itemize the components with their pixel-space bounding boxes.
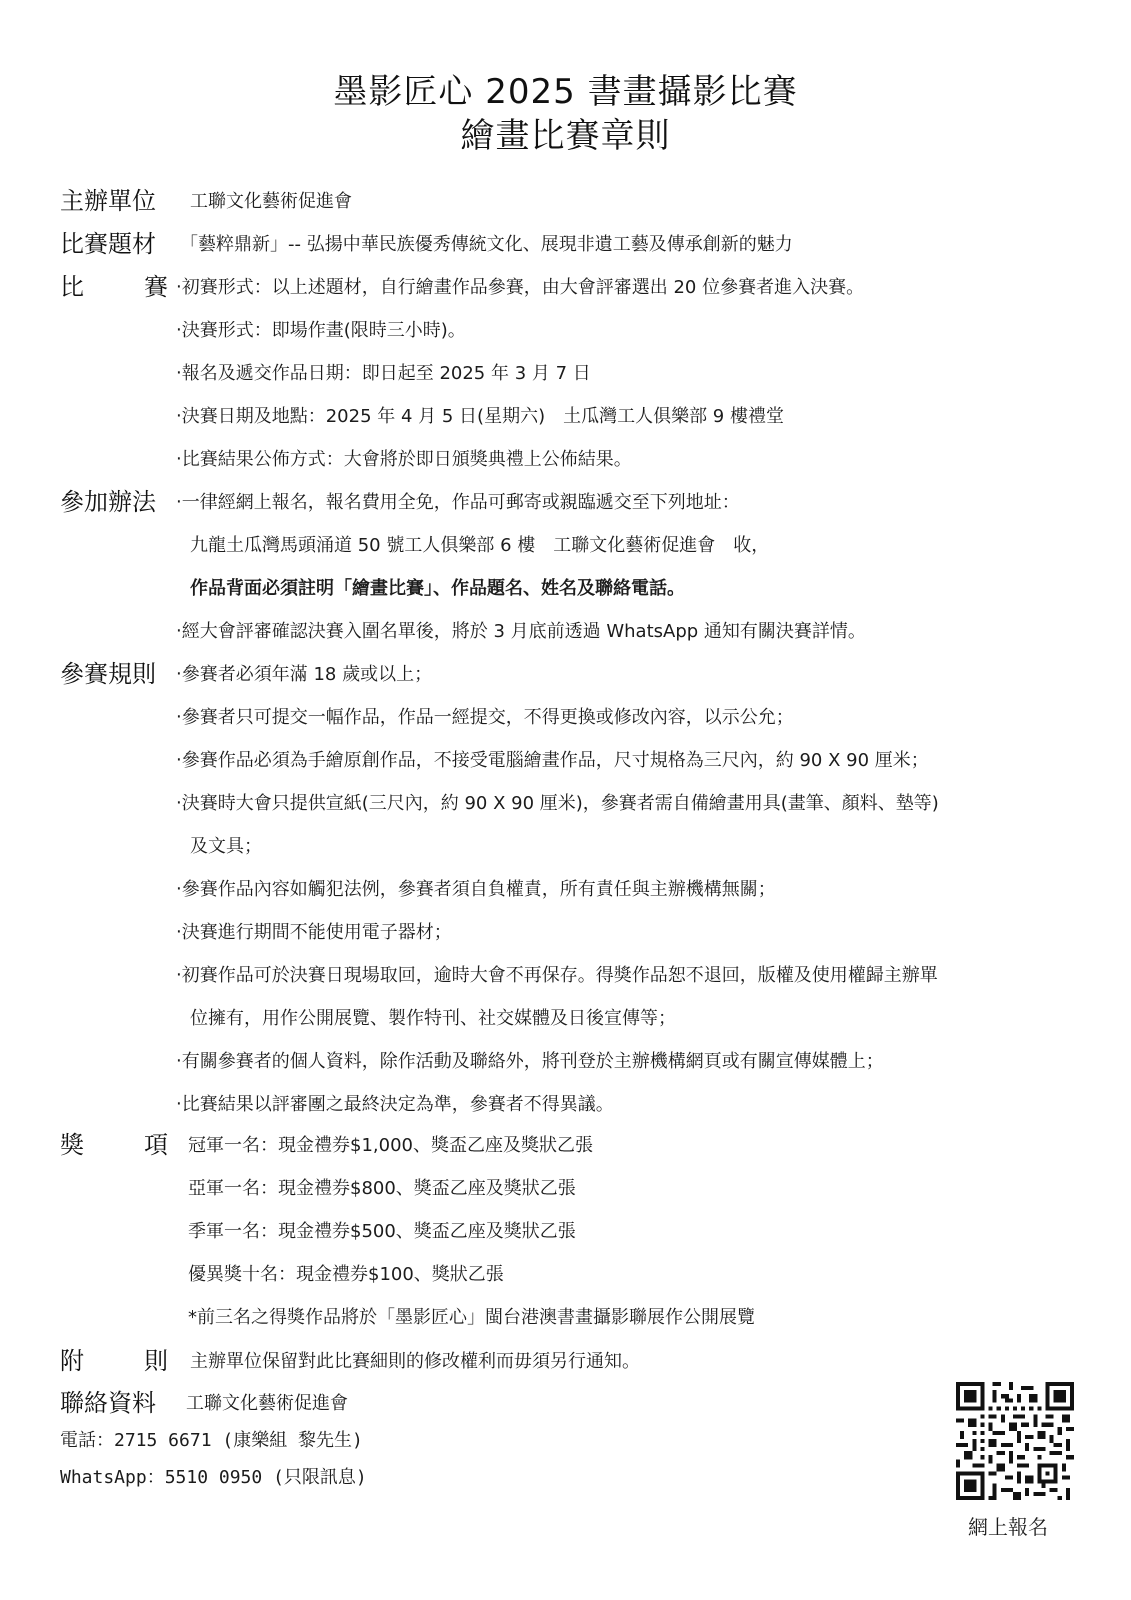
award-item: 冠軍一名：現金禮券$1,000、獎盃乙座及獎狀乙張 bbox=[188, 1135, 593, 1156]
list-item: ‧初賽形式：以上述題材，自行繪畫作品參賽，由大會評審選出 20 位參賽者進入決賽。 bbox=[176, 277, 865, 298]
list-item: ‧決賽形式：即場作畫(限時三小時)。 bbox=[176, 320, 466, 341]
section-label-theme: 比賽題材 bbox=[60, 230, 156, 258]
list-item-continuation: 位擁有，用作公開展覽、製作特刊、社交媒體及日後宣傳等； bbox=[190, 1008, 676, 1029]
address-line: 九龍土瓜灣馬頭涌道 50 號工人俱樂部 6 樓 工聯文化藝術促進會 收， bbox=[190, 535, 770, 556]
list-item: ‧有關參賽者的個人資料，除作活動及聯絡外，將刊登於主辦機構網頁或有關宣傳媒體上； bbox=[176, 1051, 884, 1072]
list-item: ‧參賽作品內容如觸犯法例，參賽者須自負權責，所有責任與主辦機構無關； bbox=[176, 879, 776, 900]
section-label-contact: 聯絡資料 bbox=[60, 1389, 156, 1417]
section-label-appendix: 附 則 bbox=[60, 1347, 168, 1375]
list-item: ‧報名及遞交作品日期：即日起至 2025 年 3 月 7 日 bbox=[176, 363, 591, 384]
list-item: ‧決賽時大會只提供宣紙(三尺內，約 90 X 90 厘米)，參賽者需自備繪畫用具(畫筆、顏料、墊等) bbox=[176, 793, 939, 814]
list-item: ‧比賽結果公佈方式：大會將於即日頒獎典禮上公佈結果。 bbox=[176, 449, 632, 470]
list-item: ‧參賽者必須年滿 18 歲或以上； bbox=[176, 664, 433, 685]
theme-value: 「藝粹鼎新」-- 弘揚中華民族優秀傳統文化、展現非遺工藝及傳承創新的魅力 bbox=[180, 234, 793, 255]
section-label-organizer: 主辦單位 bbox=[60, 187, 156, 215]
contact-organization: 工聯文化藝術促進會 bbox=[186, 1393, 348, 1414]
list-item: ‧參賽者只可提交一幅作品，作品一經提交，不得更換或修改內容，以示公允； bbox=[176, 707, 794, 728]
list-item: ‧初賽作品可於決賽日現場取回，逾時大會不再保存。得獎作品恕不退回，版權及使用權歸主辦單 bbox=[176, 965, 938, 986]
submission-note: 作品背面必須註明「繪畫比賽」、作品題名、姓名及聯絡電話。 bbox=[190, 578, 685, 599]
contact-whatsapp: WhatsApp：5510 0950 (只限訊息) bbox=[60, 1467, 367, 1488]
list-item: ‧決賽日期及地點：2025 年 4 月 5 日(星期六) 土瓜灣工人俱樂部 9 樓禮堂 bbox=[176, 406, 784, 427]
page-title: 墨影匠心 2025 書畫攝影比賽 bbox=[333, 72, 798, 112]
contact-phone: 電話：2715 6671 (康樂組 黎先生) bbox=[60, 1430, 363, 1451]
list-item: ‧經大會評審確認決賽入圍名單後，將於 3 月底前透過 WhatsApp 通知有關決賽詳情。 bbox=[176, 621, 866, 642]
section-label-rules: 參賽規則 bbox=[60, 660, 156, 688]
award-item: 季軍一名：現金禮券$500、獎盃乙座及獎狀乙張 bbox=[188, 1221, 576, 1242]
appendix-value: 主辦單位保留對此比賽細則的修改權利而毋須另行通知。 bbox=[190, 1351, 640, 1372]
list-item: ‧參賽作品必須為手繪原創作品，不接受電腦繪畫作品，尺寸規格為三尺內，約 90 X 90 厘米； bbox=[176, 750, 929, 771]
award-item: 優異獎十名：現金禮券$100、獎狀乙張 bbox=[188, 1264, 504, 1285]
award-note: *前三名之得獎作品將於「墨影匠心」閩台港澳書畫攝影聯展作公開展覽 bbox=[188, 1307, 755, 1328]
award-item: 亞軍一名：現金禮券$800、獎盃乙座及獎狀乙張 bbox=[188, 1178, 576, 1199]
list-item: ‧一律經網上報名，報名費用全免，作品可郵寄或親臨遞交至下列地址： bbox=[176, 492, 740, 513]
organizer-value: 工聯文化藝術促進會 bbox=[190, 191, 352, 212]
list-item: ‧決賽進行期間不能使用電子器材； bbox=[176, 922, 452, 943]
section-label-awards: 獎 項 bbox=[60, 1131, 168, 1159]
section-label-participation: 參加辦法 bbox=[60, 488, 156, 516]
list-item: ‧比賽結果以評審團之最終決定為準，參賽者不得異議。 bbox=[176, 1094, 614, 1115]
list-item-continuation: 及文具； bbox=[190, 836, 262, 857]
section-label-competition: 比 賽 bbox=[60, 273, 168, 301]
registration-qr-code[interactable] bbox=[956, 1382, 1074, 1500]
page-subtitle: 繪畫比賽章則 bbox=[460, 116, 671, 156]
qr-caption: 網上報名 bbox=[968, 1515, 1048, 1539]
